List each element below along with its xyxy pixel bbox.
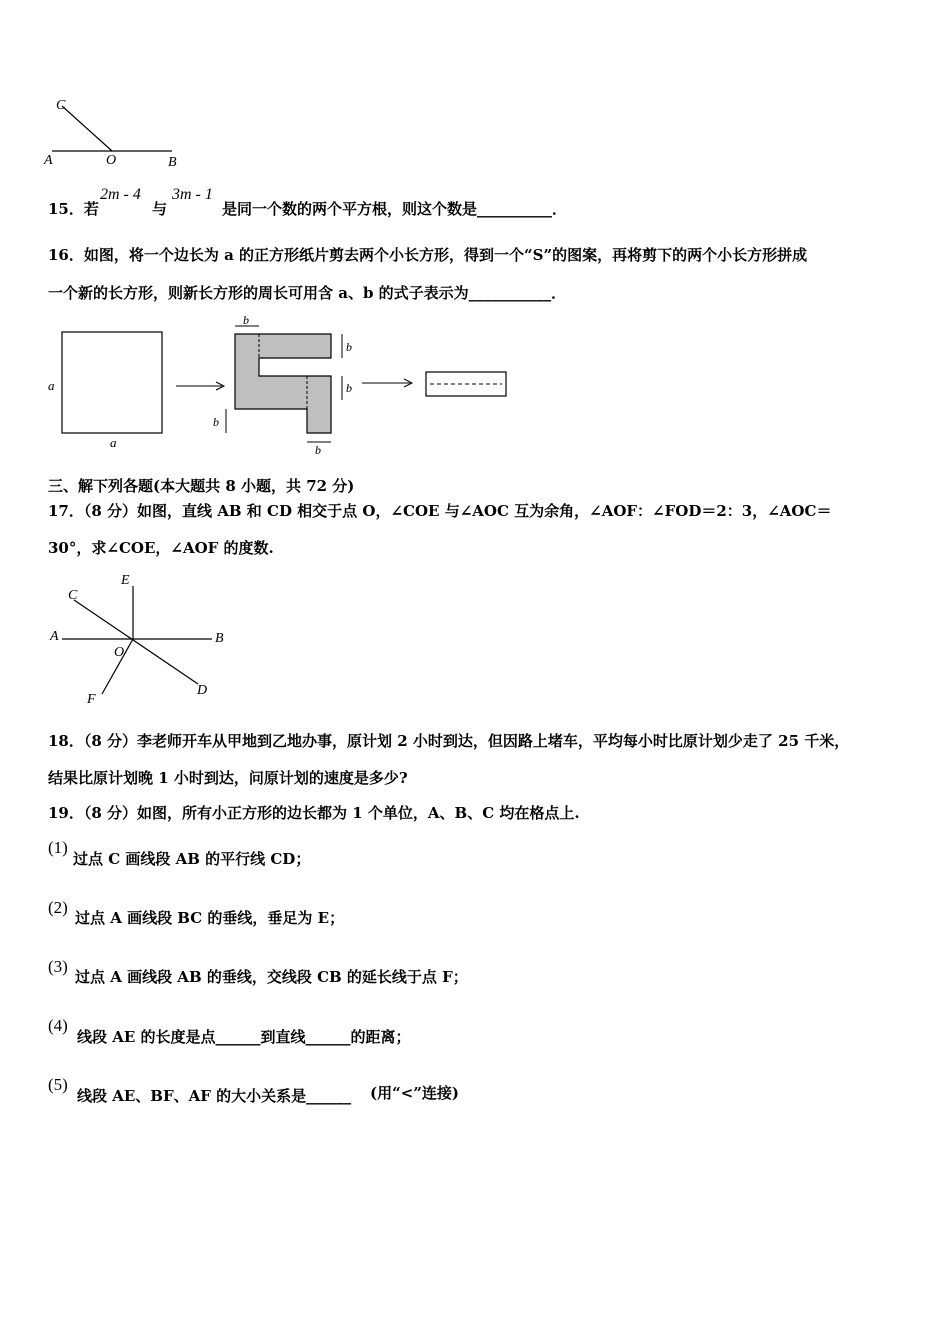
q19-item-5-text: 线段 AE、BF、AF 的大小关系是______ [77, 1087, 352, 1105]
q19-item-5-tail: (用“<”连接) [370, 1084, 460, 1102]
q19-item-3-number: (3) [48, 957, 68, 976]
b-label-top: b [243, 313, 249, 327]
b-label-left: b [213, 415, 219, 429]
q19-item-2-text: 过点 A 画线段 BC 的垂线，垂足为 E； [75, 909, 345, 927]
label-f: F [87, 692, 96, 707]
big-square [62, 332, 162, 433]
q19-item-3-text: 过点 A 画线段 AB 的垂线，交线段 CB 的延长线于点 F； [75, 968, 468, 986]
label-c: C [68, 588, 78, 603]
q15-expression-2: 3m - 1 [172, 186, 213, 203]
q19-item-2-number: (2) [48, 898, 68, 917]
label-o: O [106, 153, 117, 168]
q19-item-4-number: (4) [48, 1016, 68, 1035]
intersecting-lines-figure-q17 [40, 568, 240, 708]
question-16-line-2: 一个新的长方形，则新长方形的周长可用含 a、b 的式子表示为___________． [48, 284, 567, 302]
q15-prefix: 15．若 [48, 200, 99, 218]
q19-item-1-text: 过点 C 画线段 AB 的平行线 CD； [73, 850, 311, 868]
square-side-label: a [48, 378, 55, 393]
label-b: B [168, 155, 177, 170]
line-cd [74, 600, 198, 684]
question-18-line-1: 18．（8 分）李老师开车从甲地到乙地办事，原计划 2 小时到达，但因路上堵车，平均每小时比原计划少走了 25 千米， [48, 732, 850, 750]
label-b: B [215, 631, 224, 646]
label-d: D [197, 683, 208, 698]
label-e: E [121, 573, 130, 588]
q19-item-1-number: (1) [48, 838, 68, 857]
b-label-bottom: b [315, 443, 321, 457]
ray-oc [62, 106, 112, 151]
s-shape-figure-q16 [40, 312, 520, 462]
s-shape [235, 334, 331, 433]
question-17-line-2: 30°，求∠COE，∠AOF 的度数. [48, 539, 274, 557]
q15-middle: 与 [152, 200, 168, 218]
q19-item-4-text: 线段 AE 的长度是点______到直线______的距离； [77, 1028, 411, 1046]
label-a: A [44, 153, 53, 168]
question-18-line-2: 结果比原计划晚 1 小时到达，问原计划的速度是多少? [48, 769, 408, 787]
b-label-right-2: b [346, 381, 352, 395]
q15-expression-1: 2m - 4 [100, 186, 141, 203]
label-a: A [50, 629, 59, 644]
square-bottom-label: a [110, 435, 117, 450]
q19-item-5-number: (5) [48, 1075, 68, 1094]
question-15 [48, 199, 99, 219]
label-c: C [56, 98, 66, 113]
q15-suffix: 是同一个数的两个平方根，则这个数是__________． [222, 200, 568, 218]
question-16-line-1: 16．如图，将一个边长为 a 的正方形纸片剪去两个小长方形，得到一个“S”的图案，再将剪下的两个小长方形拼成 [48, 246, 808, 264]
question-19-line-1: 19．（8 分）如图，所有小正方形的边长都为 1 个单位，A、B、C 均在格点上. [48, 804, 580, 822]
label-o: O [114, 645, 125, 660]
question-17-line-1: 17．（8 分）如图，直线 AB 和 CD 相交于点 O，∠COE 与∠AOC 互为余角，∠AOF：∠FOD＝2：3，∠AOC＝ [48, 502, 832, 520]
angle-figure-q14 [40, 94, 200, 174]
b-label-right-1: b [346, 340, 352, 354]
section-3-title: 三、解下列各题(本大题共 8 小题，共 72 分) [48, 477, 355, 495]
